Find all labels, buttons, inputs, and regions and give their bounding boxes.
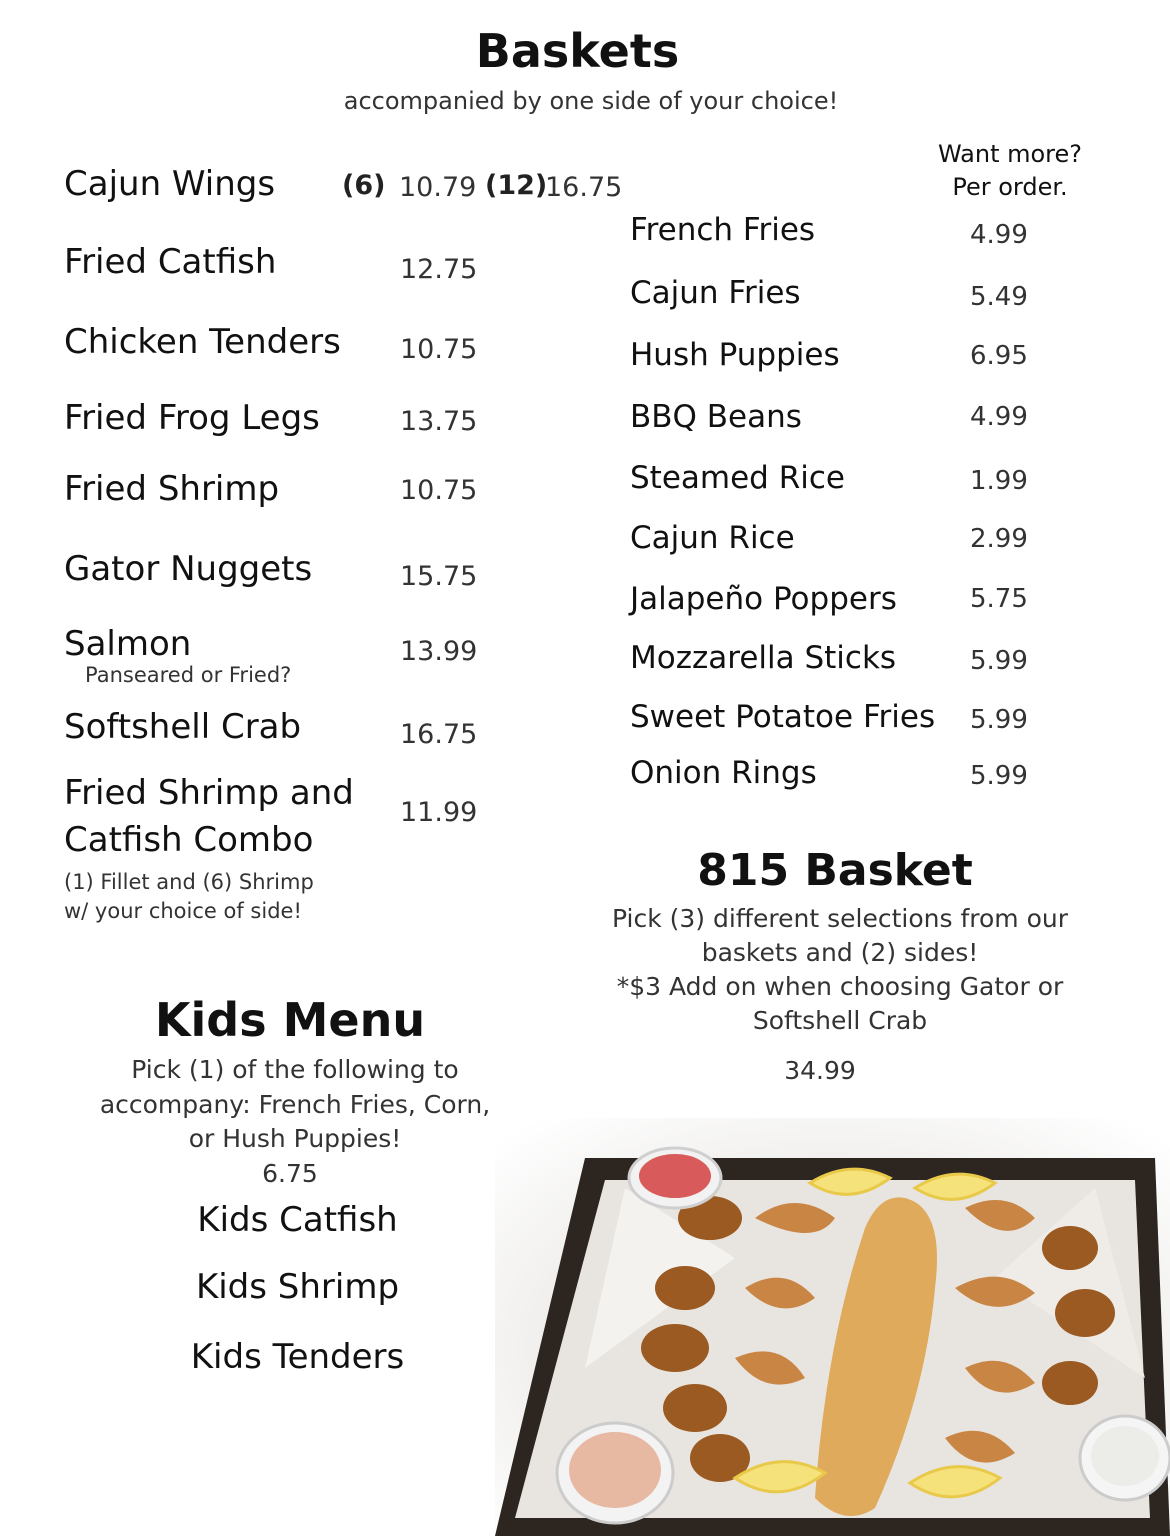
basket-item-softshell-crab: Softshell Crab [64, 707, 302, 747]
basket-item-cajun-wings: Cajun Wings [64, 164, 276, 204]
page-title: Baskets [475, 24, 680, 78]
basket-item-gator-nuggets: Gator Nuggets [64, 549, 313, 589]
side-item-cajun-fries: Cajun Fries [630, 275, 801, 311]
combo-price: 11.99 [400, 797, 478, 828]
kids-desc-line3: or Hush Puppies! [188, 1124, 402, 1153]
basket-item-fried-catfish: Fried Catfish [64, 242, 277, 282]
sides-header-line1: Want more? [937, 140, 1083, 168]
cajun-wings-price-12: 16.75 [545, 172, 623, 203]
kids-item-catfish: Kids Catfish [197, 1200, 398, 1240]
basket-price: 13.99 [400, 636, 478, 667]
side-item-french-fries: French Fries [630, 212, 816, 248]
side-price: 5.99 [970, 705, 1028, 735]
basket-815-price: 34.99 [784, 1056, 856, 1085]
cajun-wings-qty-12: (12) [485, 170, 548, 201]
side-item-sweet-potatoe-fries: Sweet Potatoe Fries [630, 699, 936, 735]
basket-item-salmon: Salmon [64, 624, 192, 664]
salmon-note: Panseared or Fried? [85, 663, 292, 687]
side-item-cajun-rice: Cajun Rice [630, 520, 795, 556]
kids-price: 6.75 [262, 1159, 318, 1188]
side-item-jalapeno-poppers: Jalapeño Poppers [630, 581, 897, 617]
seafood-basket-photo [495, 1118, 1170, 1536]
combo-note-line1: (1) Fillet and (6) Shrimp [64, 870, 314, 894]
basket-815-title: 815 Basket [697, 845, 973, 896]
side-price: 5.99 [970, 646, 1028, 676]
basket-price: 16.75 [400, 719, 478, 750]
basket-item-chicken-tenders: Chicken Tenders [64, 322, 341, 362]
basket-item-fried-shrimp: Fried Shrimp [64, 469, 280, 509]
side-item-onion-rings: Onion Rings [630, 755, 817, 791]
cajun-wings-qty-6: (6) [342, 170, 386, 201]
basket-price: 13.75 [400, 406, 478, 437]
basket-price: 12.75 [400, 254, 478, 285]
side-item-mozzarella-sticks: Mozzarella Sticks [630, 640, 897, 676]
basket-price: 10.75 [400, 475, 478, 506]
side-item-bbq-beans: BBQ Beans [630, 399, 802, 435]
basket-item-combo-line1: Fried Shrimp and [64, 773, 354, 813]
basket-815-desc-line1: Pick (3) different selections from our [611, 904, 1068, 933]
cajun-wings-price-6: 10.79 [399, 172, 477, 203]
basket-815-desc-line3: *$3 Add on when choosing Gator or [616, 972, 1064, 1001]
kids-desc-line2: accompany: French Fries, Corn, [99, 1090, 491, 1119]
basket-item-combo-line2: Catfish Combo [64, 820, 314, 860]
kids-desc-line1: Pick (1) of the following to [131, 1055, 459, 1084]
side-item-hush-puppies: Hush Puppies [630, 337, 840, 373]
side-price: 6.95 [970, 341, 1028, 371]
side-price: 4.99 [970, 402, 1028, 432]
kids-item-shrimp: Kids Shrimp [195, 1267, 400, 1307]
side-price: 5.49 [970, 282, 1028, 312]
side-item-steamed-rice: Steamed Rice [630, 460, 845, 496]
side-price: 2.99 [970, 524, 1028, 554]
side-price: 5.99 [970, 761, 1028, 791]
page-subtitle: accompanied by one side of your choice! [343, 87, 839, 115]
basket-price: 10.75 [400, 334, 478, 365]
side-price: 1.99 [970, 466, 1028, 496]
basket-815-desc-line2: baskets and (2) sides! [701, 938, 979, 967]
basket-item-fried-frog-legs: Fried Frog Legs [64, 398, 320, 438]
side-price: 5.75 [970, 584, 1028, 614]
sides-header-line2: Per order. [952, 173, 1068, 201]
kids-menu-title: Kids Menu [154, 993, 426, 1047]
side-price: 4.99 [970, 220, 1028, 250]
basket-815-desc-line4: Softshell Crab [752, 1006, 928, 1035]
kids-item-tenders: Kids Tenders [190, 1337, 405, 1377]
basket-price: 15.75 [400, 561, 478, 592]
combo-note-line2: w/ your choice of side! [64, 899, 302, 923]
